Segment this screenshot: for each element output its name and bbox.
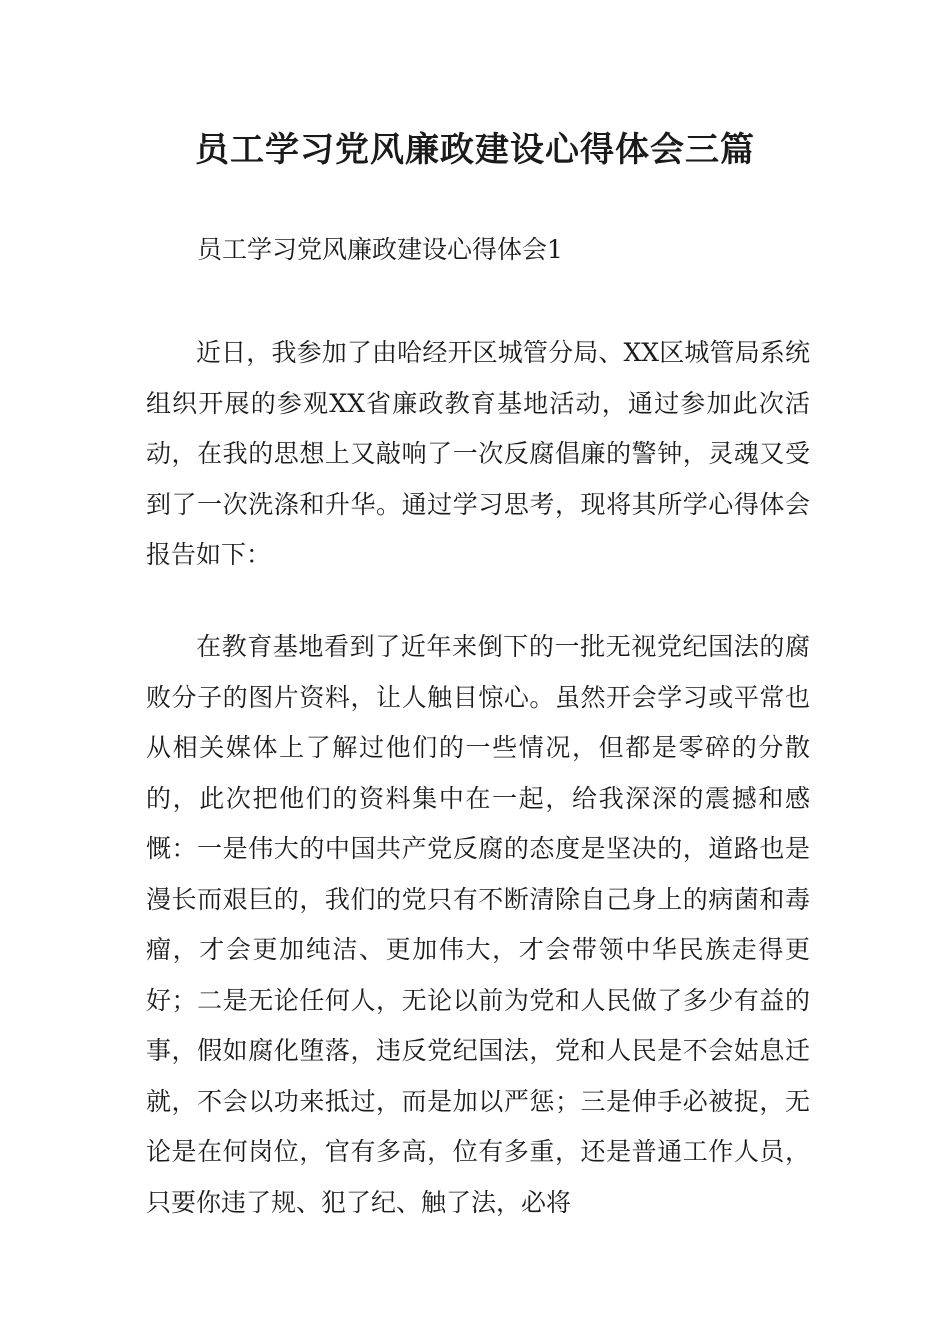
paragraph-2: 在教育基地看到了近年来倒下的一批无视党纪国法的腐败分子的图片资料，让人触目惊心。虽然开会学习或平常也从相关媒体上了解过他们的一些情况，但都是零碎的分散的，此次把他们的资料集中在一起，给我深深的震撼和感慨：一是伟大的中国共产党反腐的态度是坚决的，道路也是漫长而艰巨的，我们的党只有不断清除自己身上的病菌和毒瘤，才会更加纯洁、更加伟大，才会带领中华民族走得更好；二是无论任何人，无论以前为党和人民做了多少有益的事，假如腐化堕落，违反党纪国法，党和人民是不会姑息迁就，不会以功来抵过，而是加以严惩；三是伸手必被捉，无论是在何岗位，官有多高，位有多重，还是普通工作人员，只要你违了规、犯了纪、触了法，必将: [146, 632, 810, 1217]
paragraph-1: 近日，我参加了由哈经开区城管分局、XX区城管局系统组织开展的参观XX省廉政教育基地活动，通过参加此次活动，在我的思想上又敲响了一次反腐倡廉的警钟，灵魂又受到了一次洗涤和升华。通过学习思考，现将其所学心得体会报告如下：: [146, 338, 810, 569]
section-heading: 员工学习党风廉政建设心得体会1: [197, 235, 563, 264]
document-title: 员工学习党风廉政建设心得体会三篇: [195, 130, 755, 170]
